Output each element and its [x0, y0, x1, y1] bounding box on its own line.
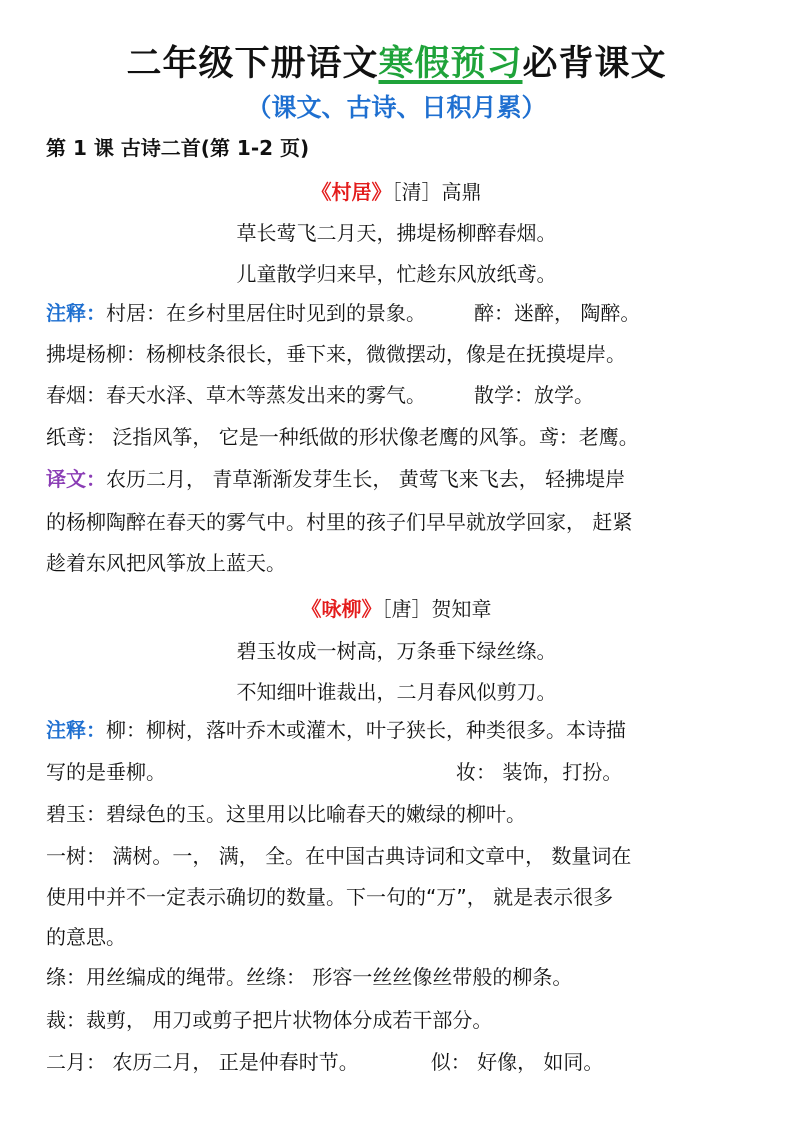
poem2-line-1: 碧玉妆成一树高，万条垂下绿丝绦。: [236, 639, 557, 663]
poem1-notes-label: 注释：: [46, 301, 106, 325]
poem2-note-1-text: 柳：柳树，落叶乔木或灌木，叶子狭长，种类很多。本诗描: [106, 718, 626, 742]
poem1-line-2: 儿童散学归来早，忙趁东风放纸鸢。: [236, 262, 557, 286]
lesson-heading: 第 1 课 古诗二首(第 1-2 页): [46, 136, 310, 160]
poem1-note-1a: 村居：在乡村里居住时见到的景象。: [106, 301, 426, 325]
poem2-note-9a: 二月： 农历二月， 正是仲春时节。: [46, 1050, 359, 1074]
poem1-translation-1: [46, 460, 748, 499]
poem1-translation-line-1: 农历二月， 青草渐渐发芽生长， 黄莺飞来飞去， 轻拂堤岸: [106, 467, 626, 491]
page-title: [0, 36, 793, 86]
poem2-note-2a: 写的是垂柳。: [46, 760, 166, 784]
poem1-line-1: 草长莺飞二月天，拂堤杨柳醉春烟。: [236, 221, 557, 245]
poem2-note-9b: 似： 好像， 如同。: [430, 1050, 604, 1074]
poem1-note-3: [46, 376, 748, 415]
page-subtitle: （课文、古诗、日积月累）: [246, 93, 547, 122]
poem2-notes-label: 注释：: [46, 718, 106, 742]
poem1-note-2: 拂堤杨柳：杨柳枝条很长，垂下来，微微摆动，像是在抚摸堤岸。: [46, 342, 626, 366]
poem2-note-3: 碧玉：碧绿色的玉。这里用以比喻春天的嫩绿的柳叶。: [46, 802, 526, 826]
poem1-note-3b: 散学：放学。: [474, 383, 594, 407]
poem2-note-9: [46, 1043, 748, 1082]
poem1-note-1: [46, 294, 748, 333]
poem1-translation-3: 趁着东风把风筝放上蓝天。: [46, 551, 286, 575]
poem1-note-4: 纸鸢： 泛指风筝， 它是一种纸做的形状像老鹰的风筝。鸢：老鹰。: [46, 425, 639, 449]
poem2-note-5: 使用中并不一定表示确切的数量。下一句的“万”， 就是表示很多: [46, 885, 614, 909]
poem1-translation-2: 的杨柳陶醉在春天的雾气中。村里的孩子们早早就放学回家， 赶紧: [46, 510, 633, 534]
poem2-note-2: [46, 753, 748, 792]
poem2-title: 《咏柳》: [301, 597, 382, 621]
poem1-note-1b: 醉：迷醉， 陶醉。: [474, 301, 641, 325]
title-before: 二年级下册语文: [126, 44, 379, 84]
poem1-author: ［清］高鼎: [391, 180, 482, 204]
poem2-line-2: 不知细叶谁裁出，二月春风似剪刀。: [236, 680, 557, 704]
poem2-note-2b: 妆： 装饰，打扮。: [456, 760, 623, 784]
poem1-header: [0, 176, 793, 205]
poem2-author: ［唐］贺知章: [381, 597, 492, 621]
poem2-note-8: 裁：裁剪， 用刀或剪子把片状物体分成若干部分。: [46, 1008, 493, 1032]
title-highlight: 寒假预习: [378, 44, 523, 84]
poem1-note-3a: 春烟：春天水泽、草木等蒸发出来的雾气。: [46, 383, 426, 407]
title-after: 必背课文: [522, 44, 667, 84]
poem1-translation-label: 译文：: [46, 467, 106, 491]
poem1-title: 《村居》: [311, 180, 392, 204]
poem2-note-4: 一树： 满树。一， 满， 全。在中国古典诗词和文章中， 数量词在: [46, 844, 632, 868]
poem2-note-6: 的意思。: [46, 925, 126, 949]
poem2-header: [0, 593, 793, 622]
poem2-note-1: [46, 711, 748, 750]
poem2-note-7: 绦：用丝编成的绳带。丝绦： 形容一丝丝像丝带般的柳条。: [46, 965, 573, 989]
